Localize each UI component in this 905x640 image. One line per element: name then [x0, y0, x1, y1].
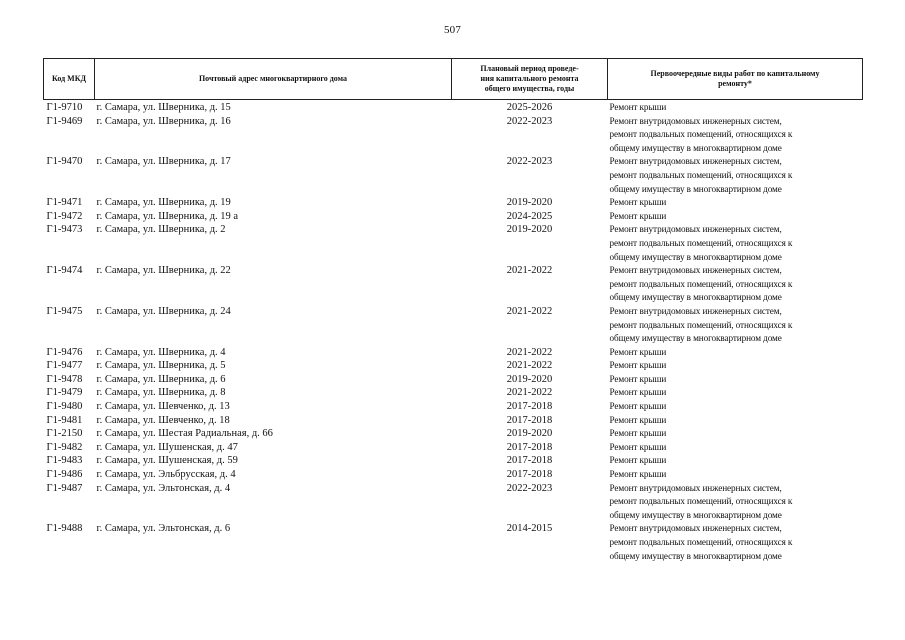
page-number: 507	[443, 24, 462, 36]
cell-address: г. Самара, ул. Эльтонская, д. 4	[96, 482, 231, 494]
cell-period: 2019-2020	[506, 224, 553, 236]
header-period-line: общего имущества, годы	[484, 84, 575, 93]
works-line: общему имуществу в многоквартирном доме	[609, 251, 782, 262]
cell-code: Г1-9474	[46, 265, 83, 277]
cell-period: 2022-2023	[506, 115, 553, 127]
header-row	[44, 59, 863, 100]
repair-schedule-table-container	[43, 58, 862, 563]
table-row	[44, 305, 863, 346]
cell-code: Г1-9486	[46, 469, 83, 481]
cell-period: 2019-2020	[506, 373, 553, 385]
cell-address: г. Самара, ул. Шушенская, д. 59	[96, 455, 238, 467]
cell-works	[608, 386, 863, 400]
table-row	[44, 482, 863, 523]
table-row	[44, 373, 863, 387]
table-row	[44, 414, 863, 428]
cell-code: Г1-9483	[46, 455, 83, 467]
cell-address: г. Самара, ул. Шверника, д. 19	[96, 197, 231, 209]
table-row	[44, 427, 863, 441]
cell-works	[608, 100, 863, 115]
table-row	[44, 210, 863, 224]
cell-code: Г1-9710	[46, 102, 83, 113]
cell-address: г. Самара, ул. Шверника, д. 24	[96, 305, 231, 317]
works-line: Ремонт крыши	[609, 210, 667, 221]
works-line: ремонт подвальных помещений, относящихся к	[609, 278, 793, 289]
cell-works	[608, 264, 863, 305]
cell-code: Г1-9476	[46, 346, 83, 358]
cell-period: 2014-2015	[506, 523, 553, 535]
cell-works	[608, 359, 863, 373]
cell-code: Г1-9469	[46, 115, 83, 127]
table-row	[44, 100, 863, 115]
cell-works	[608, 522, 863, 563]
cell-address: г. Самара, ул. Шверника, д. 15	[96, 102, 231, 113]
cell-address: г. Самара, ул. Шверника, д. 16	[96, 115, 231, 127]
header-code: Код МКД	[44, 59, 95, 100]
cell-address: г. Самара, ул. Шверника, д. 4	[96, 346, 226, 358]
works-line: Ремонт внутридомовых инженерных систем,	[609, 523, 782, 534]
works-line: Ремонт внутридомовых инженерных систем,	[609, 224, 782, 235]
cell-code: Г1-9480	[46, 401, 83, 413]
table-row	[44, 522, 863, 563]
cell-period: 2017-2018	[506, 469, 553, 481]
cell-code: Г1-9472	[46, 210, 83, 222]
works-line: Ремонт крыши	[609, 469, 667, 480]
cell-period: 2025-2026	[506, 102, 553, 113]
cell-period: 2021-2022	[506, 265, 553, 277]
works-line: ремонт подвальных помещений, относящихся к	[609, 319, 793, 330]
cell-address: г. Самара, ул. Шверника, д. 2	[96, 224, 226, 236]
cell-works	[608, 427, 863, 441]
cell-code: Г1-9477	[46, 360, 83, 372]
works-line: Ремонт крыши	[609, 373, 667, 384]
cell-address: г. Самара, ул. Шверника, д. 5	[96, 360, 226, 372]
works-line: Ремонт внутридомовых инженерных систем,	[609, 115, 782, 126]
cell-address: г. Самара, ул. Эльбрусская, д. 4	[96, 469, 236, 481]
cell-address: г. Самара, ул. Шверника, д. 22	[96, 265, 231, 277]
cell-address: г. Самара, ул. Шевченко, д. 13	[96, 401, 230, 413]
works-line: Ремонт крыши	[609, 455, 667, 466]
table-row	[44, 441, 863, 455]
cell-address: г. Самара, ул. Шверника, д. 6	[96, 373, 226, 385]
header-works-line: ремонту*	[718, 79, 752, 88]
cell-works	[608, 414, 863, 428]
header-period-line: Плановый период проведе-	[480, 64, 579, 73]
cell-works	[608, 373, 863, 387]
works-line: общему имуществу в многоквартирном доме	[609, 292, 782, 303]
cell-period: 2021-2022	[506, 305, 553, 317]
table-row	[44, 196, 863, 210]
table-row	[44, 400, 863, 414]
cell-address: г. Самара, ул. Шверника, д. 8	[96, 387, 226, 399]
cell-period: 2021-2022	[506, 387, 553, 399]
works-line: Ремонт крыши	[609, 428, 667, 439]
table-row	[44, 223, 863, 264]
table-body	[44, 100, 863, 564]
table-row	[44, 115, 863, 156]
cell-code: Г1-9488	[46, 523, 83, 535]
cell-period: 2019-2020	[506, 428, 553, 440]
table-row	[44, 359, 863, 373]
cell-period: 2022-2023	[506, 156, 553, 168]
cell-address: г. Самара, ул. Шушенская, д. 47	[96, 441, 238, 453]
cell-code: Г1-9479	[46, 387, 83, 399]
works-line: общему имуществу в многоквартирном доме	[609, 333, 782, 344]
cell-address: г. Самара, ул. Шестая Радиальная, д. 66	[96, 428, 273, 440]
works-line: Ремонт крыши	[609, 360, 667, 371]
works-line: Ремонт крыши	[609, 346, 667, 357]
cell-code: Г1-9481	[46, 414, 83, 426]
works-line: ремонт подвальных помещений, относящихся к	[609, 237, 793, 248]
cell-works	[608, 115, 863, 156]
works-line: Ремонт внутридомовых инженерных систем,	[609, 156, 782, 167]
works-line: общему имуществу в многоквартирном доме	[609, 550, 782, 561]
works-line: общему имуществу в многоквартирном доме	[609, 509, 782, 520]
works-line: общему имуществу в многоквартирном доме	[609, 142, 782, 153]
cell-code: Г1-9470	[46, 156, 83, 168]
cell-period: 2017-2018	[506, 441, 553, 453]
cell-address: г. Самара, ул. Шверника, д. 17	[96, 156, 231, 168]
cell-works	[608, 210, 863, 224]
cell-works	[608, 196, 863, 210]
header-address: Почтовый адрес многоквартирного дома	[95, 59, 452, 100]
cell-works	[608, 155, 863, 196]
cell-period: 2021-2022	[506, 346, 553, 358]
works-line: ремонт подвальных помещений, относящихся к	[609, 129, 793, 140]
cell-works	[608, 468, 863, 482]
works-line: общему имуществу в многоквартирном доме	[609, 183, 782, 194]
cell-address: г. Самара, ул. Шверника, д. 19 а	[96, 210, 239, 222]
cell-address: г. Самара, ул. Шевченко, д. 18	[96, 414, 230, 426]
works-line: Ремонт внутридомовых инженерных систем,	[609, 482, 782, 493]
cell-code: Г1-9475	[46, 305, 83, 317]
cell-code: Г1-9482	[46, 441, 83, 453]
repair-schedule-table	[43, 58, 863, 563]
works-line: Ремонт внутридомовых инженерных систем,	[609, 305, 782, 316]
cell-period: 2017-2018	[506, 401, 553, 413]
cell-works	[608, 454, 863, 468]
table-row	[44, 346, 863, 360]
header-period-line: ния капитального ремонта	[480, 74, 579, 83]
works-line: Ремонт внутридомовых инженерных систем,	[609, 265, 782, 276]
works-line: Ремонт крыши	[609, 414, 667, 425]
works-line: Ремонт крыши	[609, 401, 667, 412]
table-row	[44, 264, 863, 305]
works-line: Ремонт крыши	[609, 441, 667, 452]
cell-period: 2022-2023	[506, 482, 553, 494]
header-works-line: Первоочередные виды работ по капитальному	[650, 69, 820, 78]
cell-works	[608, 305, 863, 346]
table-header	[44, 59, 863, 100]
table-row	[44, 468, 863, 482]
cell-code: Г1-2150	[46, 428, 83, 440]
cell-works	[608, 482, 863, 523]
table-row	[44, 155, 863, 196]
cell-works	[608, 346, 863, 360]
cell-address: г. Самара, ул. Эльтонская, д. 6	[96, 523, 231, 535]
cell-code: Г1-9473	[46, 224, 83, 236]
cell-period: 2024-2025	[506, 210, 553, 222]
cell-code: Г1-9487	[46, 482, 83, 494]
works-line: Ремонт крыши	[609, 197, 667, 208]
works-line: ремонт подвальных помещений, относящихся к	[609, 169, 793, 180]
table-row	[44, 454, 863, 468]
cell-period: 2021-2022	[506, 360, 553, 372]
works-line: Ремонт крыши	[609, 387, 667, 398]
cell-period: 2017-2018	[506, 414, 553, 426]
cell-period: 2019-2020	[506, 197, 553, 209]
cell-code: Г1-9471	[46, 197, 83, 209]
works-line: ремонт подвальных помещений, относящихся к	[609, 537, 793, 547]
works-line: ремонт подвальных помещений, относящихся к	[609, 496, 793, 507]
header-works	[608, 59, 863, 100]
cell-works	[608, 441, 863, 455]
cell-works	[608, 400, 863, 414]
cell-period: 2017-2018	[506, 455, 553, 467]
cell-works	[608, 223, 863, 264]
cell-code: Г1-9478	[46, 373, 83, 385]
works-line: Ремонт крыши	[609, 102, 667, 112]
table-row	[44, 386, 863, 400]
header-period	[452, 59, 608, 100]
